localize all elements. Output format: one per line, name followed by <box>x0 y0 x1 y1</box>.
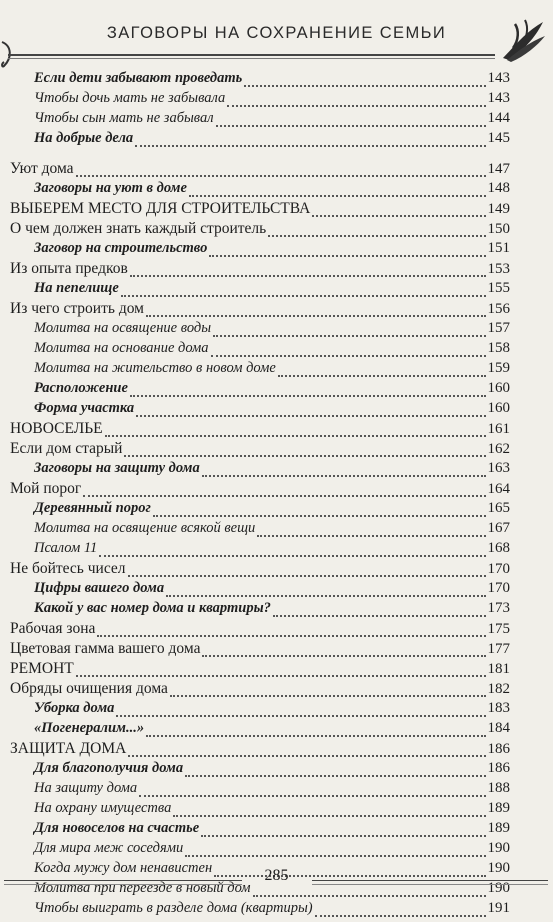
toc-entry <box>10 300 510 322</box>
toc-entry-page: 165 <box>487 500 510 516</box>
toc-entry-title: Заговоры на уют в доме <box>34 180 187 196</box>
toc-entry-title: НОВОСЕЛЬЕ <box>10 420 103 437</box>
toc-entry-page: 164 <box>487 481 510 497</box>
toc-entry <box>10 200 510 222</box>
toc-entry-title: РЕМОНТ <box>10 660 74 677</box>
dot-leader <box>201 835 485 837</box>
dot-leader <box>153 515 486 517</box>
dot-leader <box>211 355 486 357</box>
dot-leader <box>209 255 485 257</box>
toc-entry-title: Молитва на освящение воды <box>34 320 212 336</box>
toc-entry-title: Заговор на строительство <box>34 240 208 256</box>
toc-entry-page: 191 <box>487 900 510 916</box>
toc-entry <box>34 700 510 722</box>
dot-leader <box>121 295 486 297</box>
toc-entry-title: Чтобы дочь мать не забывала <box>34 90 226 106</box>
toc-entry-page: 160 <box>487 400 510 416</box>
toc-entry <box>34 340 510 362</box>
dot-leader <box>213 335 485 337</box>
dot-leader <box>185 855 485 857</box>
toc-entry-title: Цифры вашего дома <box>34 580 165 596</box>
page-footer <box>0 862 553 892</box>
dot-leader <box>273 615 486 617</box>
toc-entry <box>34 400 510 422</box>
toc-entry <box>34 130 510 152</box>
toc-entry-page: 190 <box>487 860 510 876</box>
toc-entry-page: 167 <box>487 520 510 536</box>
toc-entry-title: Из чего строить дом <box>10 300 144 317</box>
toc-entry-title: Чтобы выиграть в разделе дома (квартиры) <box>34 900 313 916</box>
toc-entry-page: 143 <box>487 90 510 106</box>
toc-entry-title: Псалом 11 <box>34 540 98 556</box>
toc-entry-page: 177 <box>487 641 510 657</box>
toc-entry <box>10 420 510 442</box>
toc-entry <box>34 800 510 822</box>
toc-entry-title: О чем должен знать каждый строитель <box>10 220 267 237</box>
dot-leader <box>76 175 486 177</box>
toc-entry <box>34 360 510 382</box>
toc-entry-page: 162 <box>487 441 510 457</box>
toc-entry-page: 190 <box>487 880 510 896</box>
toc-entry <box>34 320 510 342</box>
dot-leader <box>139 795 485 797</box>
toc-entry-title: Для мира меж соседями <box>34 840 184 856</box>
toc-entry <box>34 180 510 202</box>
toc-entry <box>10 260 510 282</box>
toc-entry-title: Молитва на основание дома <box>34 340 209 356</box>
toc-entry <box>34 820 510 842</box>
toc-entry-page: 189 <box>487 820 510 836</box>
dot-leader <box>136 415 485 417</box>
toc-entry-title: Для новоселов на счастье <box>34 820 200 836</box>
dot-leader <box>253 895 486 897</box>
toc-entry <box>34 900 510 922</box>
toc-entry-page: 175 <box>487 621 510 637</box>
dot-leader <box>130 395 486 397</box>
toc-entry-page: 151 <box>487 240 510 256</box>
toc-entry-page: 160 <box>487 380 510 396</box>
toc-entry <box>10 660 510 682</box>
toc-entry-page: 182 <box>487 681 510 697</box>
toc-entry-title: Обряды очищения дома <box>10 680 168 697</box>
toc-entry-page: 147 <box>487 161 510 177</box>
toc-entry <box>10 560 510 582</box>
toc-entry-page: 145 <box>487 130 510 146</box>
dot-leader <box>124 455 485 457</box>
toc-entry <box>34 780 510 802</box>
toc-entry <box>10 480 510 502</box>
dot-leader <box>105 435 486 437</box>
dot-leader <box>315 915 486 917</box>
toc-entry-page: 144 <box>487 110 510 126</box>
toc-entry <box>10 640 510 662</box>
toc-entry-title: Заговоры на защиту дома <box>34 460 200 476</box>
toc-entry-page: 183 <box>487 700 510 716</box>
toc-entry <box>10 620 510 642</box>
toc-entry <box>10 680 510 702</box>
toc-entry-title: Деревянный порог <box>34 500 151 516</box>
toc-entry <box>34 110 510 132</box>
toc-entry-page: 153 <box>487 261 510 277</box>
toc-entry-page: 161 <box>487 421 510 437</box>
dot-leader <box>185 775 485 777</box>
dot-leader <box>128 755 485 757</box>
toc-entry <box>34 720 510 742</box>
toc-entry-title: Мой порог <box>10 480 82 497</box>
toc-entry <box>34 500 510 522</box>
toc-entry-title: «Погенералим...» <box>34 720 145 736</box>
dot-leader <box>189 195 486 197</box>
toc-entry-title: На защиту дома <box>34 780 138 796</box>
dot-leader <box>135 145 485 147</box>
toc-entry <box>34 460 510 482</box>
toc-entry-title: Когда мужу дом ненавистен <box>34 860 213 876</box>
toc-entry <box>34 90 510 112</box>
toc-entry-page: 186 <box>487 741 510 757</box>
toc-entry-page: 159 <box>487 360 510 376</box>
toc-entry-page: 181 <box>487 661 510 677</box>
dot-leader <box>146 315 486 317</box>
toc-entry-title: Молитва на освящение всякой вещи <box>34 520 256 536</box>
header-title: ЗАГОВОРЫ НА СОХРАНЕНИЕ СЕМЬИ <box>106 24 447 42</box>
toc-entry <box>34 840 510 862</box>
toc-entry-title: Какой у вас номер дома и квартиры? <box>34 600 271 616</box>
toc-entry-page: 143 <box>487 70 510 86</box>
dot-leader <box>83 495 485 497</box>
toc-entry <box>10 160 510 182</box>
dot-leader <box>227 105 485 107</box>
toc-entry-title: Если дом старый <box>10 440 123 457</box>
toc-entry <box>34 280 510 302</box>
dot-leader <box>268 235 485 237</box>
page-number: 285 <box>264 867 289 884</box>
toc-entry-page: 188 <box>487 780 510 796</box>
dot-leader <box>216 125 486 127</box>
toc-entry-title: ВЫБЕРЕМ МЕСТО ДЛЯ СТРОИТЕЛЬСТВА <box>10 200 311 217</box>
dot-leader <box>130 275 486 277</box>
toc-entry-page: 155 <box>487 280 510 296</box>
toc-entry <box>34 520 510 542</box>
toc-entry-title: Форма участка <box>34 400 135 416</box>
dot-leader <box>278 375 486 377</box>
dot-leader <box>202 475 486 477</box>
toc-entry-page: 170 <box>487 561 510 577</box>
toc-entry-page: 158 <box>487 340 510 356</box>
dot-leader <box>146 735 485 737</box>
toc-entry-title: Молитва при переезде в новый дом <box>34 880 251 896</box>
toc-entry <box>34 580 510 602</box>
toc-entry-title: На добрые дела <box>34 130 134 146</box>
toc-entry-title: ЗАЩИТА ДОМА <box>10 740 127 757</box>
toc-entry <box>10 440 510 462</box>
toc-entry-title: Если дети забывают проведать <box>34 70 243 86</box>
toc-entry-page: 173 <box>487 600 510 616</box>
toc-entry <box>10 740 510 762</box>
dot-leader <box>116 715 485 717</box>
toc-entry-title: Молитва на жительство в новом доме <box>34 360 276 376</box>
toc-entry-title: Не бойтесь чисел <box>10 560 126 577</box>
toc-entry <box>34 540 510 562</box>
toc-entry <box>34 760 510 782</box>
toc-entry-page: 156 <box>487 301 510 317</box>
header-rule-thin <box>8 58 495 59</box>
toc-entry-title: На пепелище <box>34 280 119 296</box>
toc-entry-page: 150 <box>487 221 510 237</box>
dot-leader <box>257 535 485 537</box>
running-header <box>0 18 553 58</box>
toc-entry-title: Чтобы сын мать не забывал <box>34 110 214 126</box>
dot-leader <box>244 85 485 87</box>
dot-leader <box>76 675 486 677</box>
dot-leader <box>202 655 485 657</box>
dot-leader <box>170 695 486 697</box>
footer-rule-right <box>312 880 548 881</box>
toc-entry-title: Уют дома <box>10 160 74 177</box>
toc-entry-page: 163 <box>487 460 510 476</box>
feather-ornament-icon <box>499 18 549 64</box>
header-rule <box>8 54 495 56</box>
toc-entry <box>34 240 510 262</box>
dot-leader <box>128 575 486 577</box>
toc-entry <box>10 220 510 242</box>
footer-rule-right-thin <box>312 884 548 885</box>
dot-leader <box>166 595 485 597</box>
toc-entry-title: Уборка дома <box>34 700 115 716</box>
toc-entry-page: 189 <box>487 800 510 816</box>
toc-entry-page: 148 <box>487 180 510 196</box>
toc-entry-page: 186 <box>487 760 510 776</box>
toc-entry <box>34 70 510 92</box>
toc-entry-page: 168 <box>487 540 510 556</box>
toc-entry <box>34 600 510 622</box>
toc-entry-page: 190 <box>487 840 510 856</box>
toc-entry-title: Расположение <box>34 380 128 396</box>
toc-entry-title: Цветовая гамма вашего дома <box>10 640 201 657</box>
toc-entry <box>34 380 510 402</box>
toc-entry-page: 170 <box>487 580 510 596</box>
toc-entry-title: Для благополучия дома <box>34 760 184 776</box>
dot-leader <box>99 555 485 557</box>
dot-leader <box>173 815 485 817</box>
dot-leader <box>312 215 485 217</box>
toc-entry-title: На охрану имущества <box>34 800 172 816</box>
toc-entry-title: Из опыта предков <box>10 260 128 277</box>
toc-entry-page: 149 <box>487 201 510 217</box>
toc-entry-page: 157 <box>487 320 510 336</box>
toc-entry-page: 184 <box>487 720 510 736</box>
dot-leader <box>97 635 485 637</box>
toc-entry-title: Рабочая зона <box>10 620 96 637</box>
